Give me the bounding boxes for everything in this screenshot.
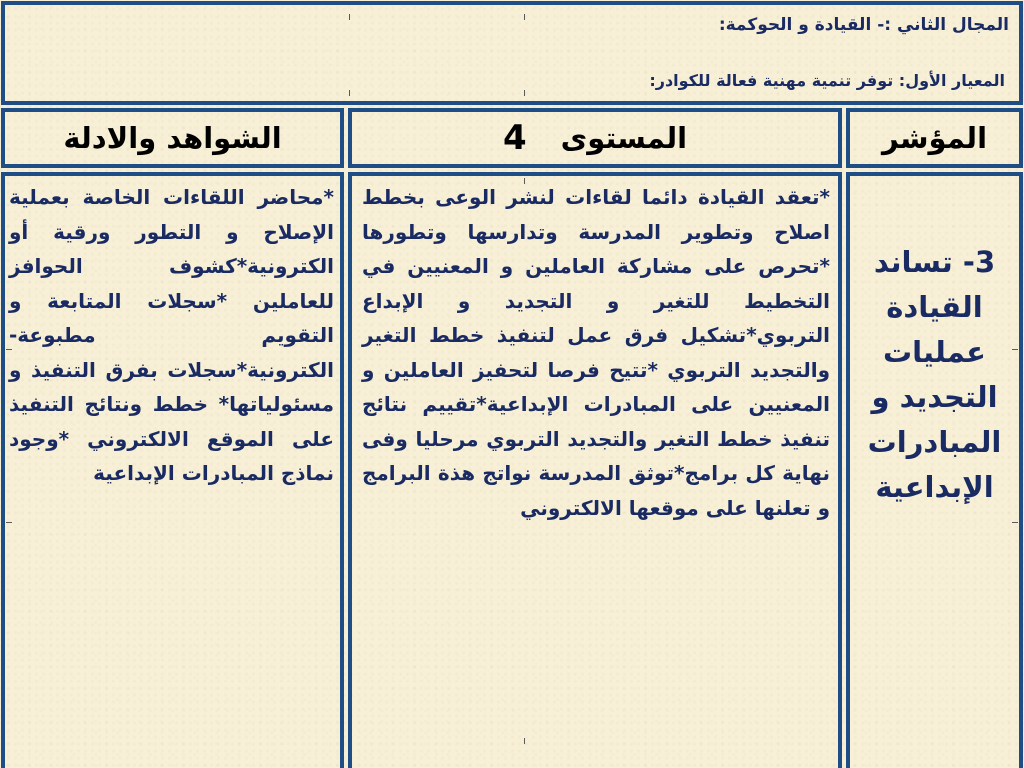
evidence-header: الشواهد والادلة bbox=[63, 121, 282, 155]
grid-tick bbox=[1012, 522, 1018, 523]
grid-tick bbox=[1012, 349, 1018, 350]
grid-tick bbox=[524, 90, 525, 96]
body-cell-level bbox=[348, 172, 842, 768]
grid-tick bbox=[6, 522, 12, 523]
level-header-number: 4 bbox=[502, 118, 527, 158]
grid-tick bbox=[524, 178, 525, 184]
grid-tick bbox=[524, 14, 525, 20]
grid-tick bbox=[524, 738, 525, 744]
evidence-text: *محاضر اللقاءات الخاصة بعملية الإصلاح و التطور ورقية أو الكترونية*كشوف الحوافز للعاملين *سجلات المتابعة و التقويم مطبوعة-الكترونية*سجلات بفرق التنفيذ و مسئولياتها* خطط ونتائج التنفيذ على الموقع الالكتروني *وجود نماذج المبادرات الإبداعية bbox=[2, 185, 334, 485]
header-cell-indicator bbox=[846, 108, 1023, 168]
grid-tick bbox=[349, 90, 350, 96]
header-cell-evidence bbox=[1, 108, 344, 168]
indicator-text: 3- تساند القيادة عمليات التجديد و المبادرات الإبداعية bbox=[867, 245, 1002, 504]
grid-tick bbox=[6, 349, 12, 350]
header-cell-level bbox=[348, 108, 842, 168]
domain-title: المجال الثاني :- القيادة و الحوكمة: bbox=[718, 15, 1009, 35]
level-text: *تعقد القيادة دائما لقاءات لنشر الوعى بخطط اصلاح وتطوير المدرسة وتدارسها وتطورها *تحرص على مشاركة العاملين و المعنيين في التخطيط للتغير و التجديد و الإبداع التربوي*تشكيل فرق عمل لتنفيذ خطط التغير والتجديد التربوي *تتيح فرصا لتحفيز العاملين و المعنيين على المبادرات الإبداعية*تقييم نتائج تنفيذ خطط التغير والتجديد التربوي مرحليا وفى نهاية كل برامج*توثق المدرسة نواتج هذة البرامج و تعلنها على موقعها الالكتروني bbox=[355, 185, 830, 520]
grid-tick bbox=[349, 14, 350, 20]
body-cell-indicator bbox=[846, 172, 1023, 768]
body-cell-evidence bbox=[1, 172, 344, 768]
indicator-header: المؤشر bbox=[882, 121, 988, 155]
standard-title: المعيار الأول: توفر تنمية مهنية فعالة للكوادر: bbox=[649, 71, 1005, 90]
header-box bbox=[1, 1, 1023, 105]
level-header-label: المستوى bbox=[560, 121, 688, 155]
